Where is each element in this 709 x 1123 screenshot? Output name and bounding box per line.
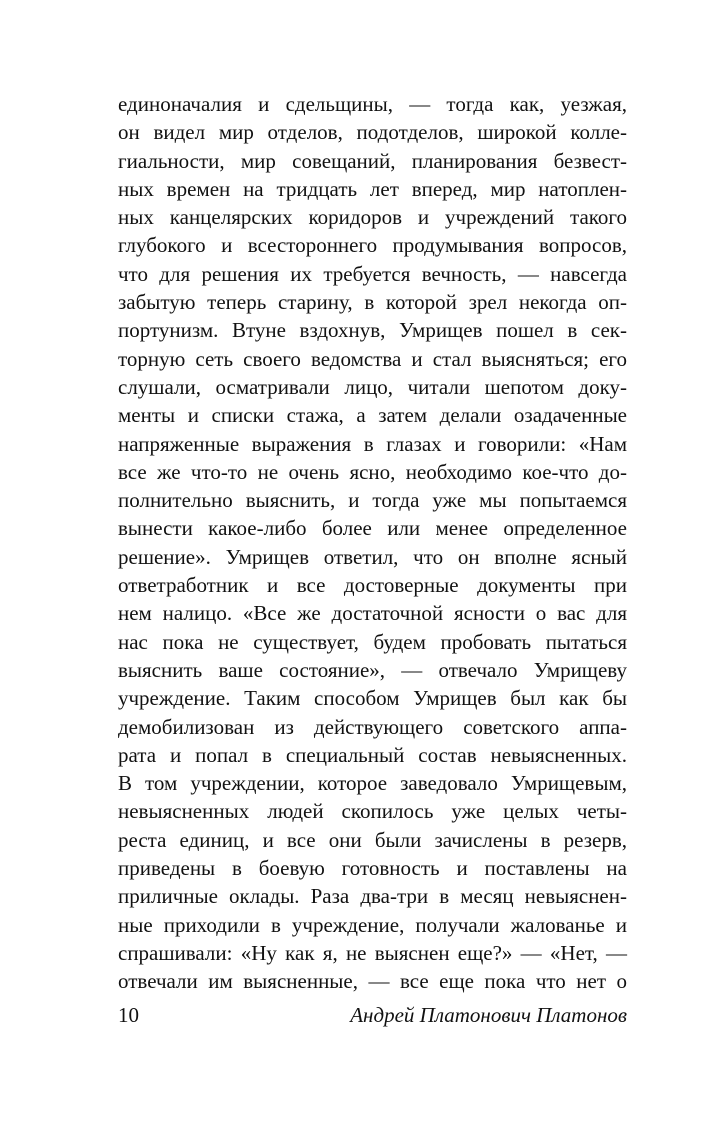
text-line: полнительно выяснить, и тогда уже мы попытаемся <box>118 488 627 513</box>
text-line: единоначалия и сдельщины, — тогда как, уезжая, <box>118 92 627 116</box>
text-line: ные приходили в учреждение, получали жалованье и <box>118 912 627 937</box>
text-line: слушали, осматривали лицо, читали шепотом доку- <box>118 374 627 399</box>
text-line: что для решения их требуется вечность, — навсегда <box>118 261 627 286</box>
text-line: портунизм. Втуне вздохнув, Умрищев пошел в сек- <box>118 318 627 343</box>
text-line: ответработник и все достоверные документы при <box>118 573 627 598</box>
text-line: демобилизован из действующего советского аппа- <box>118 714 627 739</box>
text-line: решение». Умрищев ответил, что он вполне ясный <box>118 544 627 569</box>
text-line: забытую теперь старину, в которой зрел некогда оп- <box>118 290 627 315</box>
text-line: ных времен на тридцать лет вперед, мир натоплен- <box>118 176 627 201</box>
text-line: нем налицо. «Все же достаточной ясности о вас для <box>118 601 627 626</box>
text-line: ных канцелярских коридоров и учреждений такого <box>118 205 627 230</box>
text-line: нас пока не существует, будем пробовать пытаться <box>118 629 627 654</box>
text-line: приличные оклады. Раза два-три в месяц невыяснен- <box>118 884 627 909</box>
text-line: учреждение. Таким способом Умрищев был как бы <box>118 686 627 711</box>
text-line: вынести какое-либо более или менее определенное <box>118 516 627 541</box>
page-footer <box>118 1000 627 1030</box>
text-line: глубокого и всестороннего продумывания вопросов, <box>118 233 627 258</box>
text-line: отвечали им выясненные, — все еще пока что нет о <box>118 969 627 994</box>
text-line: невыясненных людей скопилось уже целых четы- <box>118 799 627 824</box>
text-line: напряженные выражения в глазах и говорили: «Нам <box>118 431 627 456</box>
text-line: выяснить ваше состояние», — отвечало Умрищеву <box>118 657 627 682</box>
text-line: все же что-то не очень ясно, необходимо кое-что до- <box>118 459 627 484</box>
text-line: приведены в боевую готовность и поставлены на <box>118 856 627 881</box>
text-line: менты и списки стажа, а затем делали озадаченные <box>118 403 627 428</box>
text-line: торную сеть своего ведомства и стал выясняться; его <box>118 346 627 371</box>
text-line: спрашивали: «Ну как я, не выяснен еще?» — «Нет, — <box>118 940 627 965</box>
text-line: реста единиц, и все они были зачислены в резерв, <box>118 827 627 852</box>
text-line: рата и попал в специальный состав невыясненных. <box>118 742 627 767</box>
text-line: он видел мир отделов, подотделов, широкой колле- <box>118 120 627 145</box>
page-number: 10 <box>118 1003 139 1027</box>
text-line: гиальности, мир совещаний, планирования безвест- <box>118 148 627 173</box>
text-line: В том учреждении, которое заведовало Умрищевым, <box>118 771 627 796</box>
running-title: Андрей Платонович Платонов <box>350 1003 627 1027</box>
body-text <box>118 90 627 996</box>
